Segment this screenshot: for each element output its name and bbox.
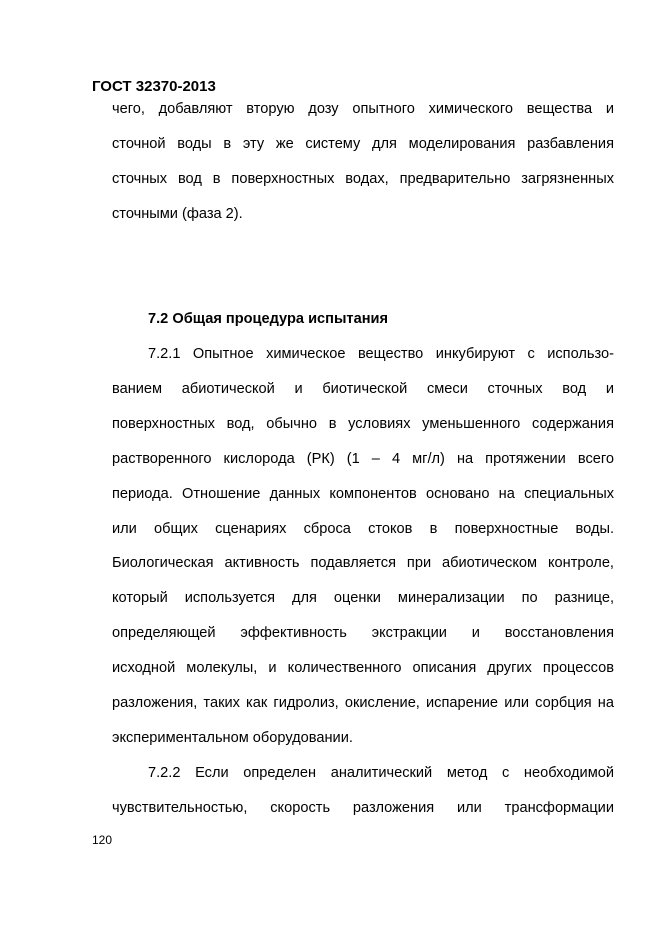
text-line: разложения, таких как гидролиз, окисление, испарение или сорбция на: [112, 695, 614, 711]
text-line: который используется для оценки минерализации по разнице,: [112, 590, 614, 606]
section-heading: 7.2 Общая процедура испытания: [148, 311, 388, 327]
text-line: сточных вод в поверхностных водах, предварительно загрязненных: [112, 171, 614, 187]
text-line: периода. Отношение данных компонентов основано на специальных: [112, 486, 614, 502]
text-line: Биологическая активность подавляется при абиотическом контроле,: [112, 555, 614, 571]
text-line: сточными (фаза 2).: [112, 206, 243, 222]
text-line: поверхностных вод, обычно в условиях уменьшенного содержания: [112, 416, 614, 432]
text-line: ванием абиотической и биотической смеси сточных вод и: [112, 381, 614, 397]
text-line: чего, добавляют вторую дозу опытного химического вещества и: [112, 101, 614, 117]
text-line: 7.2.2 Если определен аналитический метод с необходимой: [148, 765, 614, 781]
text-line: или общих сценариях сброса стоков в поверхностные воды.: [112, 521, 614, 537]
text-line: 7.2.1 Опытное химическое вещество инкубируют с использо-: [148, 346, 614, 362]
text-line: экспериментальном оборудовании.: [112, 730, 353, 746]
page-number: 120: [92, 833, 113, 847]
text-line: сточной воды в эту же систему для моделирования разбавления: [112, 136, 614, 152]
text-line: растворенного кислорода (РК) (1 – 4 мг/л) на протяжении всего: [112, 451, 614, 467]
text-line: исходной молекулы, и количественного описания других процессов: [112, 660, 614, 676]
document-code: ГОСТ 32370-2013: [92, 78, 216, 95]
text-line: чувствительностью, скорость разложения или трансформации: [112, 800, 614, 816]
text-line: определяющей эффективность экстракции и восстановления: [112, 625, 614, 641]
